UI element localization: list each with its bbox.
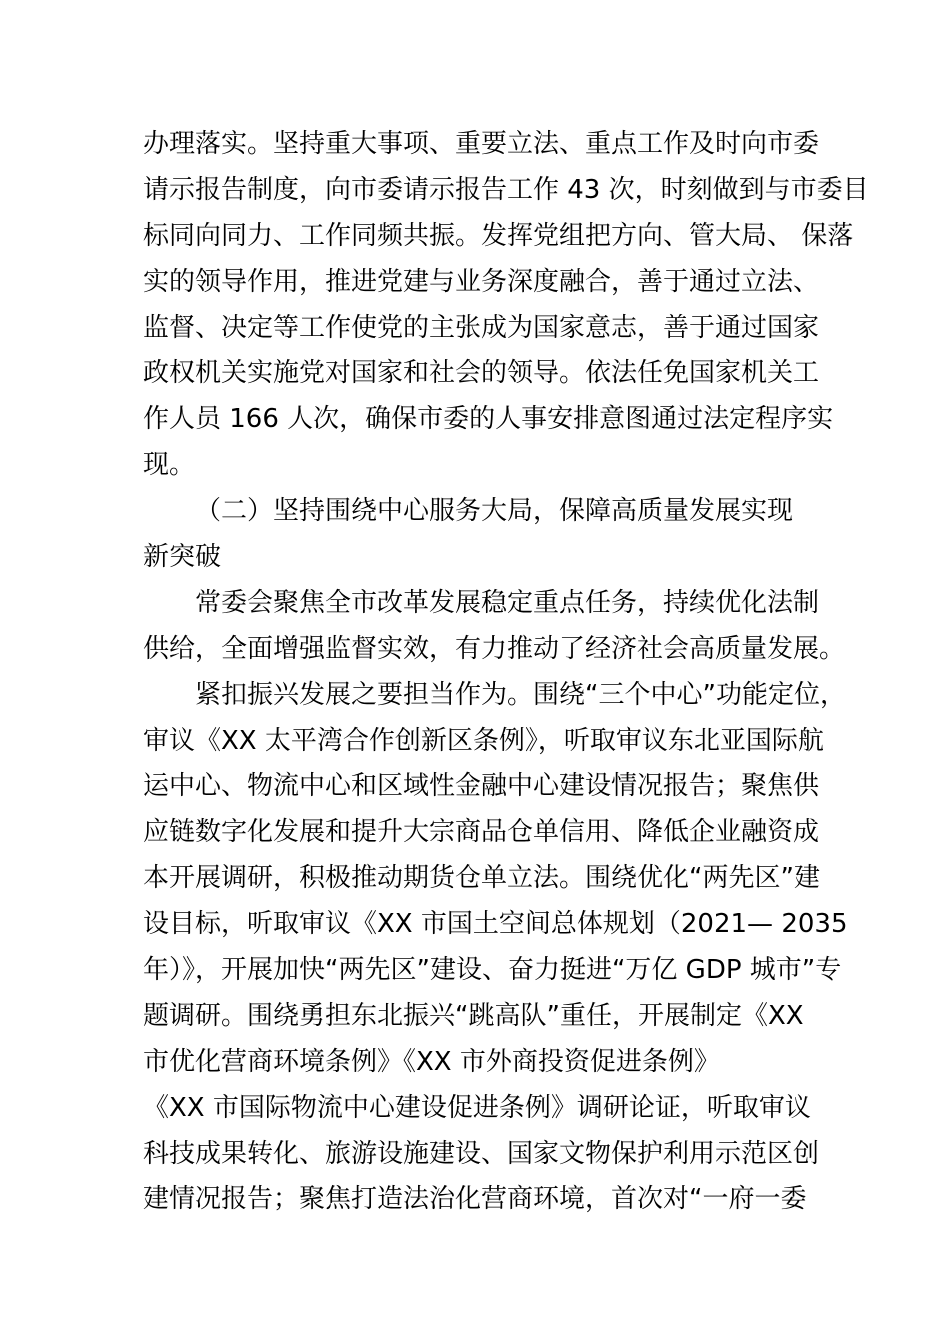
text-line: 作人员 166 人次，确保市委的人事安排意图通过法定程序实	[143, 404, 834, 435]
text-line: 科技成果转化、旅游设施建设、国家文物保护利用示范区创	[143, 1138, 820, 1169]
text-line: 办理落实。坚持重大事项、重要立法、重点工作及时向市委	[143, 129, 820, 159]
section-heading-line: （二）坚持围绕中心服务大局，保障高质量发展实现	[195, 496, 794, 527]
body-text	[143, 122, 869, 1223]
text-line: 标同向同力、工作同频共振。发挥党组把方向、管大局、 保落	[143, 220, 854, 251]
text-line: 供给，全面增强监督实效，有力推动了经济社会高质量发展。	[143, 633, 846, 664]
text-line: 本开展调研，积极推动期货仓单立法。围绕优化“两先区”建	[143, 863, 820, 894]
text-line: 紧扣振兴发展之要担当作为。围绕“三个中心”功能定位，	[195, 679, 846, 710]
text-line: 现。	[143, 450, 196, 481]
text-line: 题调研。围绕勇担东北振兴“跳高队”重任，开展制定《XX	[143, 1000, 804, 1031]
text-line: 常委会聚焦全市改革发展稳定重点任务，持续优化法制	[195, 587, 820, 618]
text-line: 《XX 市国际物流中心建设促进条例》调研论证，听取审议	[143, 1092, 811, 1123]
text-line: 应链数字化发展和提升大宗商品仓单信用、降低企业融资成	[143, 817, 820, 848]
text-line: 实的领导作用，推进党建与业务深度融合，善于通过立法、	[143, 266, 820, 297]
text-line: 审议《XX 太平湾合作创新区条例》，听取审议东北亚国际航	[143, 725, 824, 756]
text-line: 请示报告制度，向市委请示报告工作 43 次，时刻做到与市委目	[143, 174, 869, 205]
text-line: 设目标，听取审议《XX 市国土空间总体规划（2021— 2035	[143, 909, 848, 940]
text-line: 运中心、物流中心和区域性金融中心建设情况报告；聚焦供	[143, 771, 820, 802]
section-heading-line: 新突破	[143, 542, 222, 573]
text-line: 建情况报告；聚焦打造法治化营商环境，首次对“一府一委	[143, 1184, 807, 1215]
text-line: 年）》，开展加快“两先区”建设、奋力挺进“万亿 GDP 城市”专	[143, 955, 842, 986]
text-line: 监督、决定等工作使党的主张成为国家意志，善于通过国家	[143, 312, 820, 343]
text-line: 市优化营商环境条例》《XX 市外商投资促进条例》	[143, 1046, 720, 1077]
text-line: 政权机关实施党对国家和社会的领导。依法任免国家机关工	[143, 358, 820, 389]
